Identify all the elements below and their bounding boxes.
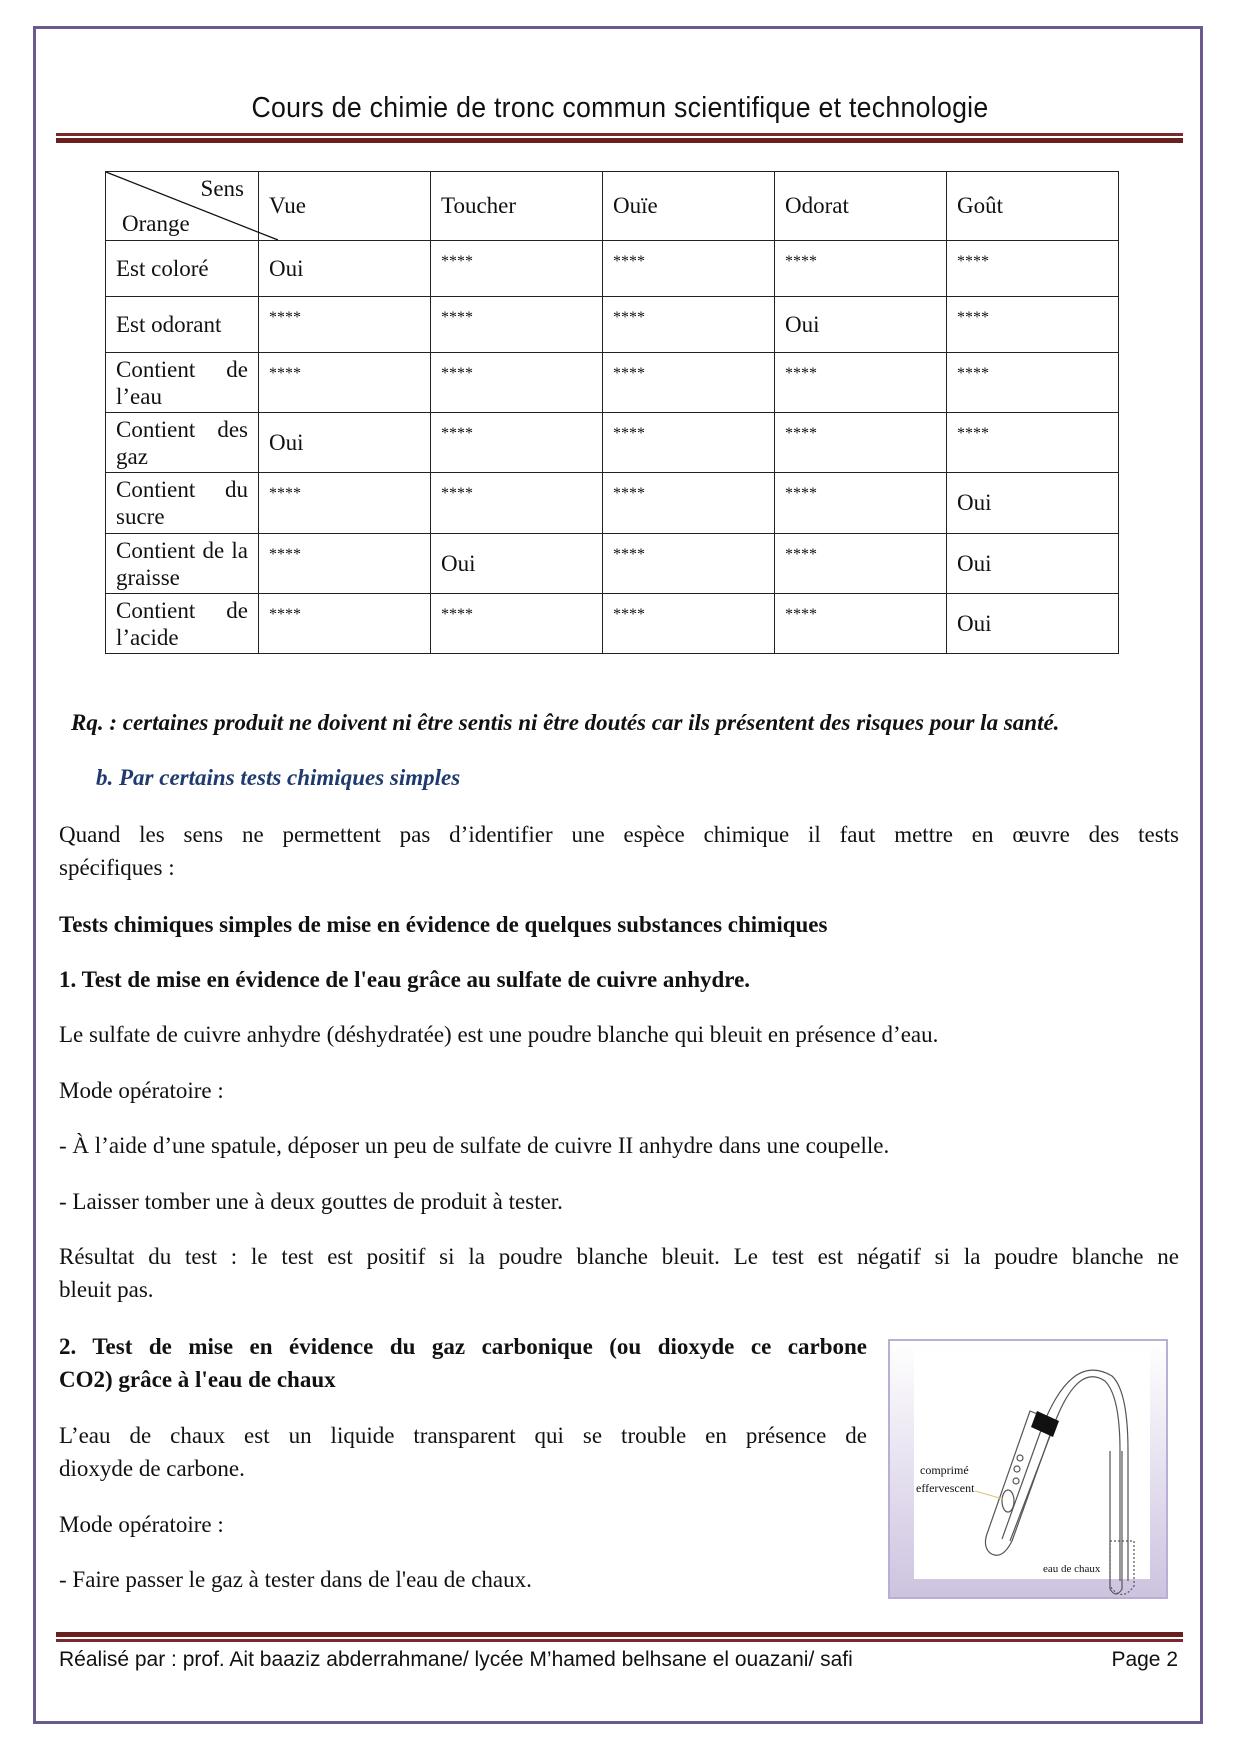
table-cell: **** (603, 534, 775, 594)
table-cell: **** (775, 594, 947, 654)
table-row (106, 297, 1119, 353)
table-cell: **** (259, 473, 431, 534)
header-rule (56, 133, 1183, 143)
row-label: Contient du sucre (106, 473, 259, 534)
table-cell: **** (259, 297, 431, 353)
label-tablet-2: effervescent (916, 1481, 975, 1495)
corner-bottom: Orange (122, 211, 190, 236)
test1-title: 1. Test de mise en évidence de l'eau grâce au sulfate de cuivre anhydre. (59, 967, 751, 992)
test1-mode: Mode opératoire : (59, 1078, 224, 1103)
page-title: Cours de chimie de tronc commun scientifique et technologie (251, 92, 989, 124)
table-cell: Oui (259, 241, 431, 297)
column-header: Goût (947, 172, 1119, 241)
table-row (106, 594, 1119, 654)
table-cell: **** (431, 594, 603, 654)
row-label: Contient de la graisse (106, 534, 259, 594)
label-tablet-1: comprimé (920, 1463, 969, 1477)
table-header-row (106, 172, 1119, 241)
column-header: Odorat (775, 172, 947, 241)
table-cell: **** (775, 413, 947, 473)
test1-result-2: bleuit pas. (59, 1277, 154, 1302)
label-limewater: eau de chaux (1043, 1563, 1101, 1575)
table-cell: Oui (775, 297, 947, 353)
remark: Rq. : certaines produit ne doivent ni être sentis ni être doutés car ils présentent des risques pour la santé. (71, 710, 1060, 735)
tests-title: Tests chimiques simples de mise en évidence de quelques substances chimiques (59, 912, 828, 937)
table-cell: **** (431, 353, 603, 413)
table-cell: **** (775, 353, 947, 413)
corner-cell (106, 172, 259, 241)
table-cell: **** (775, 534, 947, 594)
table-cell: **** (431, 413, 603, 473)
test1-step1: - À l’aide d’une spatule, déposer un peu de sulfate de cuivre II anhydre dans une coupelle. (59, 1133, 890, 1158)
test2-title-2: CO2) grâce à l'eau de chaux (59, 1367, 336, 1392)
test2-desc-1: L’eau de chaux est un liquide transparent qui se trouble en présence de (59, 1423, 867, 1448)
row-label: Est odorant (106, 297, 259, 353)
footer-credit: Réalisé par : prof. Ait baaziz abderrahmane/ lycée M’hamed belhsane el ouazani/ safi (59, 1648, 853, 1671)
column-header: Ouïe (603, 172, 775, 241)
table-cell: Oui (259, 413, 431, 473)
test2-title-1: 2. Test de mise en évidence du gaz carbonique (ou dioxyde ce carbone (59, 1334, 867, 1359)
table-cell: Oui (947, 473, 1119, 534)
table-cell: **** (603, 297, 775, 353)
section-b-heading: b. Par certains tests chimiques simples (96, 765, 461, 790)
table-cell: **** (603, 413, 775, 473)
row-label: Contient de l’acide (106, 594, 259, 654)
table-cell: **** (603, 594, 775, 654)
table-row (106, 353, 1119, 413)
table-cell: **** (603, 473, 775, 534)
test1-desc: Le sulfate de cuivre anhydre (déshydratée) est une poudre blanche qui bleuit en présence d’eau. (59, 1022, 939, 1047)
page-number: Page 2 (1111, 1648, 1178, 1671)
table-row (106, 241, 1119, 297)
table-cell: **** (947, 297, 1119, 353)
table-cell: **** (431, 297, 603, 353)
table-row (106, 473, 1119, 534)
test1-result-1: Résultat du test : le test est positif si la poudre blanche bleuit. Le test est négatif si la poudre blanche ne (59, 1244, 1179, 1269)
footer-rule (56, 1632, 1183, 1642)
intro-line-1: Quand les sens ne permettent pas d’identifier une espèce chimique il faut mettre en œuvre des tests (59, 822, 1179, 847)
senses-table (105, 171, 1119, 654)
test2-step1: - Faire passer le gaz à tester dans de l'eau de chaux. (59, 1567, 532, 1592)
row-label: Contient de l’eau (106, 353, 259, 413)
test2-desc-2: dioxyde de carbone. (59, 1456, 245, 1481)
limewater-figure (888, 1339, 1168, 1599)
table-cell: **** (259, 594, 431, 654)
table-cell: **** (259, 353, 431, 413)
column-header: Toucher (431, 172, 603, 241)
table-cell: **** (431, 241, 603, 297)
intro-line-2: spécifiques : (59, 855, 175, 880)
table-cell: Oui (431, 534, 603, 594)
table-row (106, 413, 1119, 473)
table-row (106, 534, 1119, 594)
row-label: Est coloré (106, 241, 259, 297)
table-cell: **** (603, 241, 775, 297)
table-cell: Oui (947, 534, 1119, 594)
test2-mode: Mode opératoire : (59, 1512, 224, 1537)
table-cell: **** (775, 473, 947, 534)
table-cell: **** (947, 413, 1119, 473)
row-label: Contient des gaz (106, 413, 259, 473)
corner-top: Sens (200, 176, 244, 201)
column-header: Vue (259, 172, 431, 241)
table-cell: **** (947, 241, 1119, 297)
test1-step2: - Laisser tomber une à deux gouttes de produit à tester. (59, 1189, 563, 1214)
table-cell: **** (431, 473, 603, 534)
table-cell: **** (947, 353, 1119, 413)
table-cell: **** (775, 241, 947, 297)
table-cell: Oui (947, 594, 1119, 654)
table-cell: **** (603, 353, 775, 413)
table-cell: **** (259, 534, 431, 594)
